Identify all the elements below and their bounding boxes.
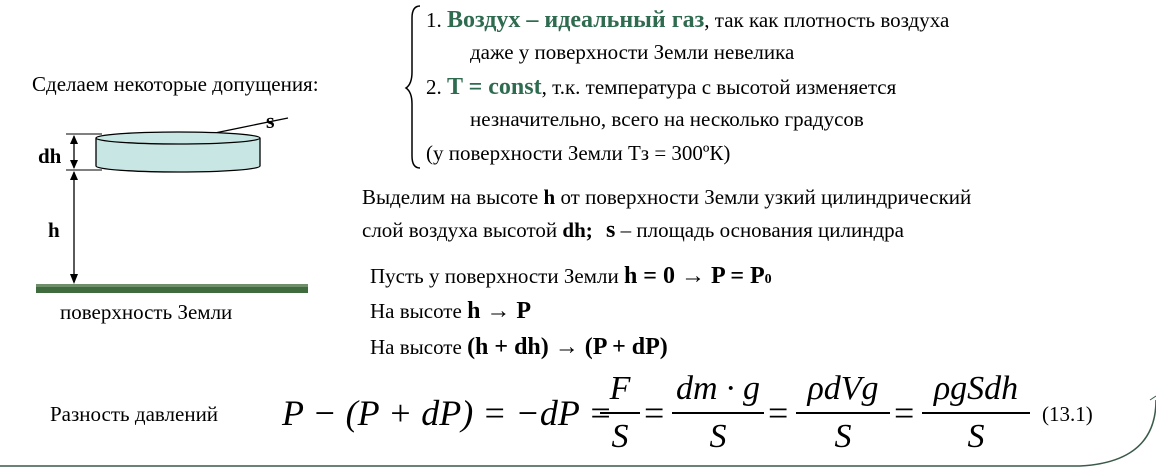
equals-3: = xyxy=(894,393,915,433)
cylinder-diagram xyxy=(30,100,330,300)
condition-2: На высоте h → P xyxy=(370,298,532,324)
formula-number: (13.1) xyxy=(1042,402,1093,426)
label-h: h xyxy=(48,218,60,242)
formula-lhs: P − (P + dP) = −dP = xyxy=(282,393,613,433)
assumption-1-line2: даже у поверхности Земли невелика xyxy=(470,40,795,64)
assumption-2: 2. T = const, т.к. температура с высотой изменяется xyxy=(426,74,897,100)
assumption-2-bold: T = const xyxy=(447,74,542,100)
assumption-1-bold: Воздух – идеальный газ xyxy=(447,7,705,33)
formula-label: Разность давлений xyxy=(50,402,219,426)
label-s: s xyxy=(266,108,275,133)
condition-3: На высоте (h + dh) → (P + dP) xyxy=(370,334,668,360)
assumption-2-line2: незначительно, всего на несколько градусов xyxy=(470,107,864,131)
label-dh: dh xyxy=(38,144,62,168)
surface-label: поверхность Земли xyxy=(60,300,233,324)
brace-icon xyxy=(404,4,426,172)
assumptions-intro: Сделаем некоторые допущения: xyxy=(32,72,319,96)
fraction-4: ρgSdh S xyxy=(922,370,1030,456)
condition-1: Пусть у поверхности Земли h = 0 → P = P0 xyxy=(370,263,772,289)
description-line2: слой воздуха высотой dh; s – площадь основания цилиндра xyxy=(362,217,904,243)
equals-2: = xyxy=(768,393,789,433)
fraction-3: ρdVg S xyxy=(796,370,890,456)
assumption-3: (у поверхности Земли Tз = 300ºК) xyxy=(426,141,731,165)
fraction-2: dm · g S xyxy=(672,370,764,456)
fraction-1: F S xyxy=(600,370,640,456)
equals-1: = xyxy=(644,393,665,433)
assumption-1: 1. Воздух – идеальный газ, так как плотность воздуха xyxy=(426,7,950,33)
description-line1: Выделим на высоте h от поверхности Земли узкий цилиндрический xyxy=(362,185,972,209)
